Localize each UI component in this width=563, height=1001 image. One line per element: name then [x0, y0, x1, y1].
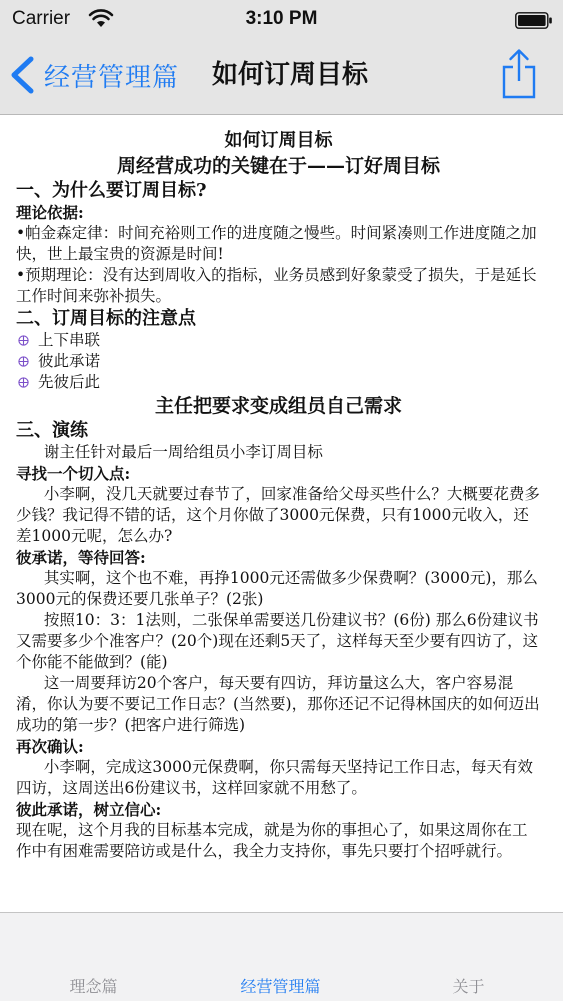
- section3-paragraph-4: 这一周要拜访20个客户，每天要有四访，拜访量这么大，客户容易混淆，你认为要不要记工作日志？(当然要)，那你还记不记得林国庆的如何迈出成功的第一步？(把客户进行筛选): [16, 674, 540, 734]
- chevron-left-icon: [8, 56, 36, 94]
- bullet-text: 上下串联: [38, 331, 101, 349]
- bullet-item: [16, 372, 541, 393]
- tab-management[interactable]: [187, 913, 374, 1001]
- section3-label-3: 再次确认:: [16, 737, 84, 756]
- section3-paragraph-5: 小李啊，完成这3000元保费啊，你只需每天坚持记工作日志，每天有效四访，这周送出6份建议书，这样回家就不用愁了。: [16, 758, 533, 797]
- tab-about[interactable]: [374, 913, 563, 1001]
- status-bar: [0, 0, 563, 40]
- status-time: 3:10 PM: [245, 8, 318, 29]
- section3-paragraph-6: 现在呢，这个月我的目标基本完成，就是为你的事担心了，如果这周你在工作中有困难需要陪访或是什么，我全力支持你，事先只要打个招呼就行。: [16, 821, 528, 860]
- bullet-text: 先彼后此: [38, 373, 101, 391]
- section3-intro: 谢主任针对最后一周给组员小李订周目标: [43, 443, 323, 461]
- section1-heading: 一、为什么要订周目标?: [16, 180, 207, 201]
- section1-paragraph-1: •帕金森定律：时间充裕则工作的进度随之慢些。时间紧凑则工作进度随之加快，世上最宝贵的资源是时间!: [16, 224, 537, 263]
- share-icon[interactable]: [499, 48, 539, 100]
- section3-label-4: 彼此承诺，树立信心:: [16, 800, 162, 819]
- bullet-item: [16, 351, 541, 372]
- bullet-item: [16, 330, 541, 351]
- article-subtitle: 周经营成功的关键在于——订好周目标: [116, 155, 440, 177]
- section1-paragraph-2: •预期理论：没有达到周收入的指标，业务员感到好象蒙受了损失，于是延长工作时间来弥补损失。: [16, 266, 537, 305]
- section3-heading: 三、演练: [16, 420, 88, 441]
- tab-philosophy[interactable]: [0, 913, 187, 1001]
- tab-bar: [0, 912, 563, 1001]
- bullet-text: 彼此承诺: [38, 352, 101, 370]
- battery-icon: [515, 12, 553, 29]
- navigation-bar: [0, 40, 563, 115]
- tab-label: 经营管理篇: [240, 977, 321, 996]
- page-title: 如何订周目标: [212, 60, 369, 90]
- carrier-label: Carrier: [12, 8, 71, 29]
- section3-label-1: 寻找一个切入点:: [16, 464, 131, 483]
- mid-title: 主任把要求变成组员自己需求: [154, 395, 402, 417]
- section3-label-2: 彼承诺，等待回答:: [16, 548, 146, 567]
- circle-plus-bullet-icon: [18, 377, 29, 388]
- circle-plus-bullet-icon: [18, 356, 29, 367]
- section1-label: 理论依据:: [16, 203, 84, 222]
- section3-paragraph-2: 其实啊，这个也不难，再挣1000元还需做多少保费啊？(3000元)，那么3000元的保费还要几张单子？(2张): [16, 569, 538, 608]
- article-title: 如何订周目标: [224, 130, 333, 151]
- section3-paragraph-1: 小李啊，没几天就要过春节了，回家准备给父母买些什么？大概要花费多少钱？我记得不错的话，这个月你做了3000元保费，只有1000元收入，还差1000元呢，怎么办?: [16, 485, 540, 545]
- circle-plus-bullet-icon: [18, 335, 29, 346]
- back-button-label: 经营管理篇: [44, 62, 180, 93]
- tab-label: 理念篇: [69, 977, 118, 996]
- section3-paragraph-3: 按照10：3：1法则，二张保单需要送几份建议书？(6份) 那么6份建议书又需要多少个准客户？(20个)现在还剩5天了，这样每天至少要有四访了，这个你能不能做到？(能): [16, 611, 539, 671]
- article-content[interactable]: [0, 115, 563, 912]
- article: [0, 115, 563, 862]
- tab-label: 关于: [452, 977, 485, 996]
- section2-heading: 二、订周目标的注意点: [16, 308, 196, 329]
- back-button[interactable]: [8, 52, 179, 98]
